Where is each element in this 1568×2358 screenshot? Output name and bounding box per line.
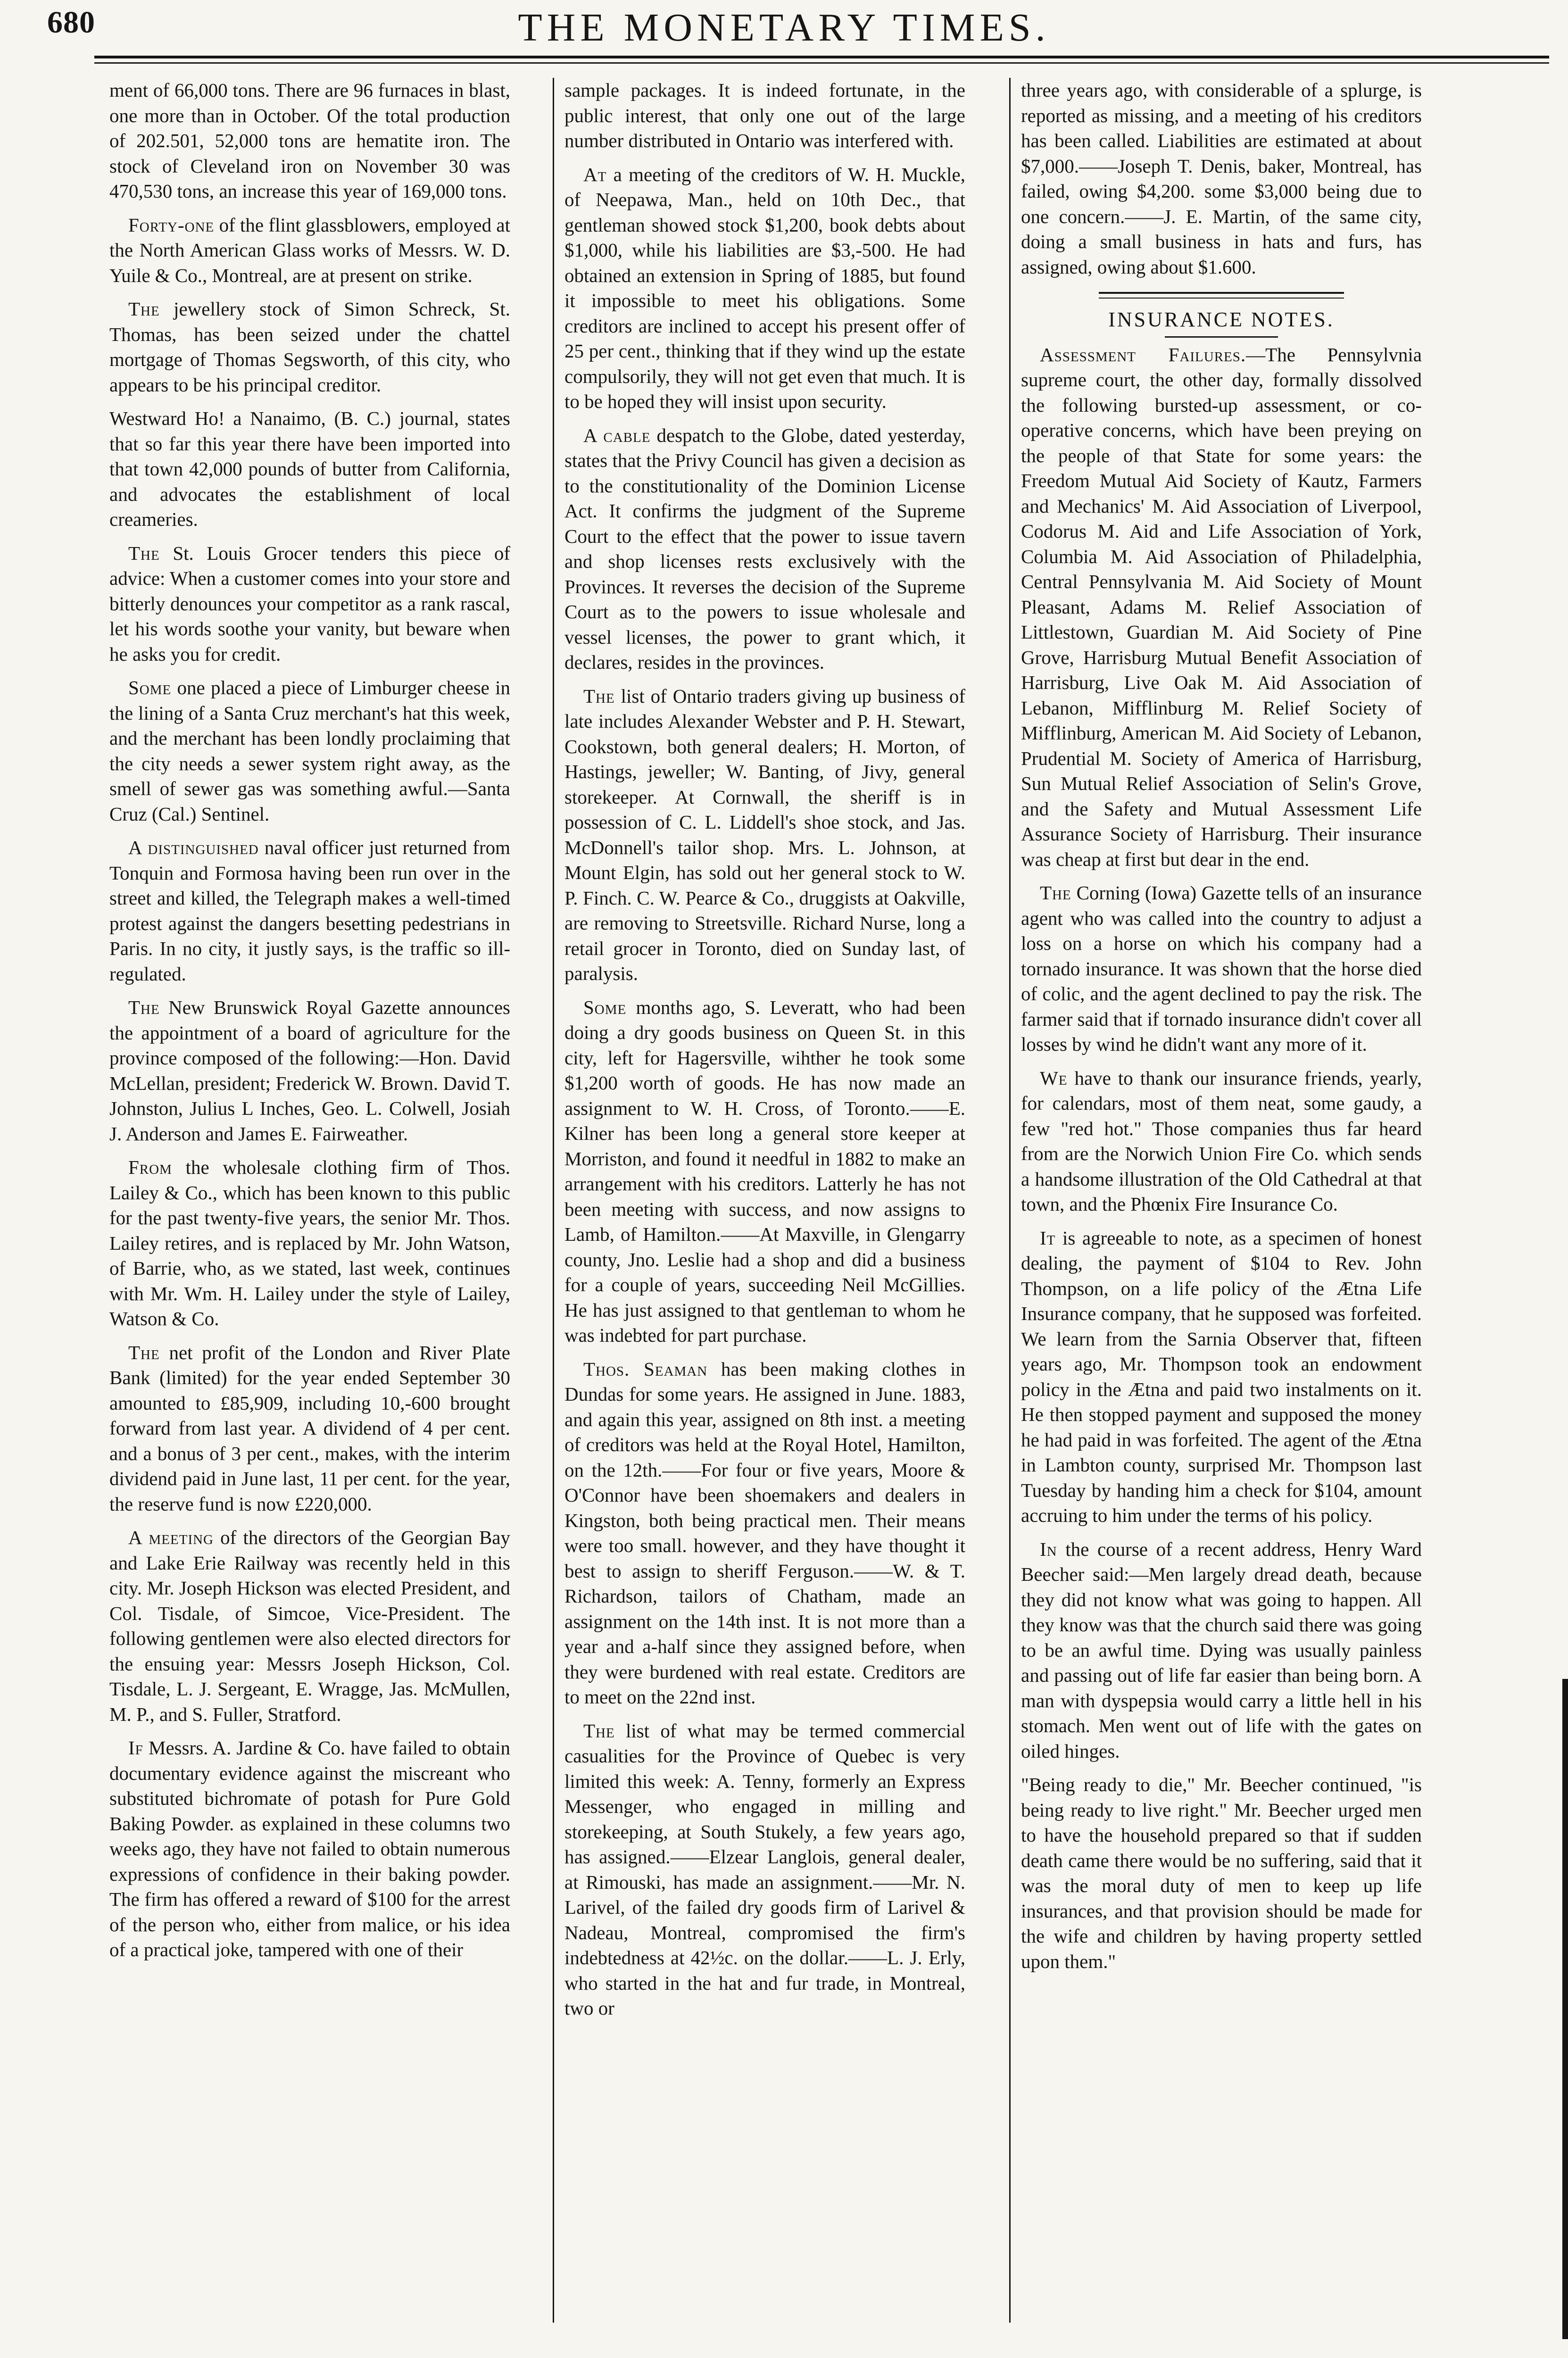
article-paragraph	[1021, 1226, 1422, 1528]
paragraph-text: has been making clothes in Dundas for some years. He assigned in June. 1883, and again this year, assigned on 8th inst. a meeting of creditors was held at the Royal Hotel, Hamilton, on the 12th.——For four or five years, Moore & O'Connor have been shoemakers and dealers in Kingston, both being practical men. Their means were too small. however, and they have thought it best to assign to sheriff Ferguson.——W. & T. Richardson, tailors of Chatham, made an assignment on the 14th inst. It is not more than a year and a-half since they assigned before, when they were burdened with real estate. Creditors are to meet on the 22nd inst.	[564, 1358, 965, 1708]
masthead-rule	[94, 56, 1549, 58]
article-paragraph	[1021, 1066, 1422, 1217]
article-paragraph	[109, 995, 510, 1146]
paragraph-lead: Forty-one	[128, 214, 215, 236]
paragraph-lead: Thos. Seaman	[583, 1358, 708, 1380]
paragraph-lead: The	[583, 685, 615, 707]
article-paragraph	[1021, 342, 1422, 872]
paragraph-text: the course of a recent address, Henry Ward Beecher said:—Men largely dread death, because they did not know what was going to happen. All they know was that the church said there was going to be an awful time. Dying was usually painless and passing out of life far easier than being born. A man with dyspepsia would carry a little hell in his stomach. Men went out of life with the gates on oiled hinges.	[1021, 1538, 1422, 1762]
masthead-title: THE MONETARY TIMES.	[518, 6, 1050, 50]
paragraph-lead: In	[1040, 1538, 1057, 1560]
paragraph-text: New Brunswick Royal Gazette announces the appointment of a board of agriculture for the province composed of the following:—Hon. David McLellan, president; Frederick W. Brown. David T. Johnston, Julius L Inches, Geo. L. Colwell, Josiah J. Anderson and James E. Fairweather.	[109, 996, 510, 1145]
paragraph-lead: The	[128, 542, 160, 564]
paragraph-lead: The	[128, 1341, 160, 1363]
paragraph-text: net profit of the London and River Plate Bank (limited) for the year ended September 30 amounted to £85,909, including 10,-600 brought forward from last year. A dividend of 4 per cent. and a bonus of 3 per cent., makes, with the interim dividend paid in June last, 11 per cent. for the year, the reserve fund is now £220,000.	[109, 1341, 510, 1515]
paragraph-lead: It	[1040, 1227, 1056, 1249]
paragraph-lead: A distinguished	[128, 837, 259, 858]
article-paragraph	[109, 835, 510, 987]
article-paragraph	[109, 78, 510, 204]
paragraph-text: list of what may be termed commercial casualities for the Province of Quebec is very limited this week: A. Tenny, formerly an Express Messenger, who engaged in milling and storekeeping, at South Stukely, a few years ago, has assigned.——Elzear Langlois, general dealer, at Rimouski, has made an assignment.——Mr. N. Larivel, of the failed dry goods firm of Larivel & Nadeau, Montreal, compromised the firm's indebtedness at 42½c. on the dollar.——L. J. Erly, who started in the hat and fur trade, in Montreal, two or	[564, 1719, 965, 2019]
paragraph-text: of the directors of the Georgian Bay and Lake Erie Railway was recently held in this city. Mr. Joseph Hickson was elected President, and Col. Tisdale, of Simcoe, Vice-President. The following gentlemen were also elected directors for the ensuing year: Messrs Joseph Hickson, Col. Tisdale, L. J. Sergeant, E. Wragge, Jas. McMullen, M. P., and S. Fuller, Stratford.	[109, 1527, 510, 1725]
article-paragraph	[109, 1735, 510, 1963]
paragraph-lead: We	[1040, 1067, 1068, 1089]
column-left	[109, 78, 510, 2323]
paragraph-lead: A meeting	[128, 1527, 214, 1548]
paragraph-lead: Some	[583, 996, 627, 1018]
page-number: 680	[47, 5, 95, 40]
article-paragraph	[109, 1155, 510, 1332]
article-paragraph	[109, 1525, 510, 1727]
section-rule	[1099, 292, 1344, 294]
section-rule	[1099, 298, 1344, 299]
paragraph-lead: A cable	[583, 424, 651, 446]
paragraph-text: despatch to the Globe, dated yesterday, states that the Privy Council has given a decision as to the constitutionality of the Dominion License Act. It confirms the judgment of the Supreme Court to the effect that the power to issue tavern and shop licenses rests exclusively with the Provinces. It reverses the decision of the Supreme Court as to the powers to issue wholesale and vessel licenses, the power to grant which, it declares, resides in the provinces.	[564, 424, 965, 673]
page-edge-bar	[1562, 1679, 1568, 2339]
article-paragraph	[564, 423, 965, 675]
paragraph-text: Corning (Iowa) Gazette tells of an insurance agent who was called into the country to adjust a loss on a horse on which his company had a tornado insurance. It was shown that the horse died of colic, and the agent declined to pay the risk. The farmer said that if tornado insurance didn't cover all losses by wind he didn't want any more of it.	[1021, 882, 1422, 1055]
column-divider	[553, 78, 554, 2323]
article-paragraph	[564, 995, 965, 1348]
article-paragraph	[109, 406, 510, 532]
paragraph-lead: At	[583, 163, 607, 185]
paragraph-lead: If	[128, 1737, 143, 1759]
paragraph-text: jewellery stock of Simon Schreck, St. Thomas, has been seized under the chattel mortgage of Thomas Segsworth, of this city, who appears to be his principal creditor.	[109, 298, 510, 396]
paragraph-text: have to thank our insurance friends, yearly, for calendars, most of them neat, some gaudy, a few "red hot." Those companies thus far heard from are the Norwich Union Fire Co. which sends a handsome illustration of the Old Cathedral at that town, and the Phœnix Fire Insurance Co.	[1021, 1067, 1422, 1215]
paragraph-lead: The	[1040, 882, 1071, 904]
article-paragraph	[564, 684, 965, 987]
paragraph-text: is agreeable to note, as a specimen of honest dealing, the payment of $104 to Rev. John Thompson, on a life policy of the Ætna Life Insurance company, that he supposed was forfeited. We learn from the Sarnia Observer that, fifteen years ago, Mr. Thompson took an endowment policy in the Ætna and paid two instalments on it. He then stopped payment and supposed the money he had paid in was forfeited. The agent of the Ætna in Lambton county, surprised Mr. Thompson last Tuesday by handing him a check for $104, amount accruing to him under the terms of his policy.	[1021, 1227, 1422, 1526]
article-paragraph	[564, 1719, 965, 2021]
article-paragraph	[1021, 1772, 1422, 1974]
paragraph-lead: Some	[128, 677, 172, 698]
paragraph-text: months ago, S. Leveratt, who had been doing a dry goods business on Queen St. in this city, left for Hagersville, wihther he took some $1,200 worth of goods. He has now made an assignment to W. H. Cross, of Toronto.——E. Kilner has been long a general store keeper at Morriston, and found it needful in 1882 to make an arrangement with his creditors. Latterly he has not been meeting with success, and now assigns to Lamb, of Hamilton.——At Maxville, in Glengarry county, Jno. Leslie had a shop and did a business for a couple of years, succeeding Neil McGillies. He has just assigned to that gentleman to whom he was indebted for part purchase.	[564, 996, 965, 1346]
paragraph-text: the wholesale clothing firm of Thos. Lailey & Co., which has been known to this public for the past twenty-five years, the senior Mr. Thos. Lailey retires, and is replaced by Mr. John Watson, of Barrie, who, as we stated, last week, continues with Mr. Wm. H. Lailey under the style of Lailey, Watson & Co.	[109, 1156, 510, 1329]
paragraph-text: of the flint glassblowers, employed at the North American Glass works of Messrs. W. D. Yuile & Co., Montreal, are at present on strike.	[109, 214, 510, 286]
paragraph-text: "Being ready to die," Mr. Beecher continued, "is being ready to live right." Mr. Beecher urged men to have the household prepared so that if sudden death came there would be no suffering, said that it was the moral duty of men to keep up life insurances, and that provision should be made for the wife and children by having property settled upon them."	[1021, 1774, 1422, 1972]
article-paragraph	[564, 1357, 965, 1710]
paragraph-text: naval officer just returned from Tonquin and Formosa having been run over in the street and killed, the Telegraph makes a well-timed protest against the dangers besetting pedestrians in Paris. In no city, it justly says, is the traffic so ill-regulated.	[109, 837, 510, 985]
article-paragraph	[109, 1340, 510, 1517]
paragraph-text: one placed a piece of Limburger cheese in the lining of a Santa Cruz merchant's hat this week, and the merchant has been londly proclaiming that the city needs a sewer system right away, as the smell of sewer gas was something awful.—Santa Cruz (Cal.) Sentinel.	[109, 677, 510, 825]
paragraph-text: St. Louis Grocer tenders this piece of advice: When a customer comes into your store and bitterly denounces your competitor as a rank rascal, let his words soothe your vanity, but beware when he asks you for credit.	[109, 542, 510, 665]
section-heading: INSURANCE NOTES.	[1108, 308, 1335, 331]
paragraph-text: Westward Ho! a Nanaimo, (B. C.) journal, states that so far this year there have been imported into that town 42,000 pounds of butter from California, and advocates the establishment of local creameries.	[109, 407, 510, 530]
section-rule	[1165, 336, 1278, 338]
article-paragraph	[109, 213, 510, 289]
paragraph-text: —The Pennsylvnia supreme court, the other day, formally dissolved the following bursted-up assessment, or co-operative concerns, which have been preying on the people of that State for some years: the Freedom Mutual Aid Society of Kautz, Farmers and Mechanics' M. Aid Association of Liverpool, Codorus M. Aid and Life Association of York, Columbia M. Aid Association of Philadelphia, Central Pennsylvania M. Aid Society of Mount Pleasant, Adams M. Relief Association of Littlestown, Guardian M. Aid Society of Pine Grove, Harrisburg Mutual Benefit Association of Harrisburg, Live Oak M. Aid Association of Lebanon, Mifflinburg M. Relief Society of Mifflinburg, American M. Aid Society of Lebanon, Prudential M. Society of America of Harrisburg, Sun Mutual Relief Association of Selin's Grove, and the Safety and Mutual Assessment Life Assurance Society of Harrisburg. Their insurance was cheap at first but dear in the end.	[1021, 343, 1422, 870]
paragraph-lead: The	[583, 1719, 615, 1742]
paragraph-text: Messrs. A. Jardine & Co. have failed to obtain documentary evidence against the miscreant who substituted bichromate of potash for Pure Gold Baking Powder. as explained in these columns two weeks ago, they have not failed to obtain numerous expressions of confidence in their baking powder. The firm has offered a reward of $100 for the arrest of the person who, either from malice, or his idea of a practical joke, tampered with one of their	[109, 1737, 510, 1960]
masthead-rule-thin	[94, 62, 1549, 64]
paragraph-text: sample packages. It is indeed fortunate, in the public interest, that only one out of the large number distributed in Ontario was interfered with.	[564, 79, 965, 151]
paragraph-lead: The	[128, 298, 160, 320]
article-paragraph	[1021, 1537, 1422, 1764]
article-paragraph	[109, 297, 510, 398]
column-divider	[1009, 78, 1011, 2323]
paragraph-text: a meeting of the creditors of W. H. Muckle, of Neepawa, Man., held on 10th Dec., that gentleman showed stock $1,200, book debts about $1,000, while his liabilities are $3,-500. He had obtained an extension in Spring of 1885, but found it impossible to meet his obligations. Some creditors are inclined to accept his present offer of 25 per cent., thinking that if they wind up the estate compulsorily, they will not get even that much. It is to be hoped they will insist upon security.	[564, 163, 965, 412]
paragraph-text: ment of 66,000 tons. There are 96 furnaces in blast, one more than in October. Of the total production of 202.501, 52,000 tons are hematite iron. The stock of Cleveland iron on November 30 was 470,530 tons, an increase this year of 169,000 tons.	[109, 79, 510, 202]
paragraph-text: three years ago, with considerable of a splurge, is reported as missing, and a meeting of his creditors has been called. Liabilities are estimated at about $7,000.——Joseph T. Denis, baker, Montreal, has failed, owing $4,200. some $3,000 being due to one concern.——J. E. Martin, of the same city, doing a small business in hats and furs, has assigned, owing about $1.600.	[1021, 79, 1422, 278]
article-paragraph	[1021, 78, 1422, 280]
article-paragraph	[564, 78, 965, 154]
paragraph-lead: Assessment Failures.	[1040, 343, 1246, 365]
column-right	[1021, 78, 1422, 2323]
column-middle	[564, 78, 965, 2323]
article-paragraph	[109, 675, 510, 827]
paragraph-lead: The	[128, 996, 160, 1018]
paragraph-text: list of Ontario traders giving up business of late includes Alexander Webster and P. H. Stewart, Cookstown, both general dealers; H. Morton, of Hastings, jeweller; W. Banting, of Jivy, general storekeeper. At Cornwall, the sheriff is in possession of C. L. Liddell's shoe stock, and Jas. McDonnell's tailor shop. Mrs. L. Johnson, at Mount Elgin, has sold out her general stock to W. P. Finch. C. W. Pearce & Co., druggists at Oakville, are removing to Streetsville. Richard Nurse, long a retail grocer in Toronto, died on Sunday last, of paralysis.	[564, 685, 965, 984]
article-paragraph	[1021, 880, 1422, 1057]
article-paragraph	[564, 162, 965, 415]
article-paragraph	[109, 541, 510, 667]
paragraph-lead: From	[128, 1156, 172, 1178]
